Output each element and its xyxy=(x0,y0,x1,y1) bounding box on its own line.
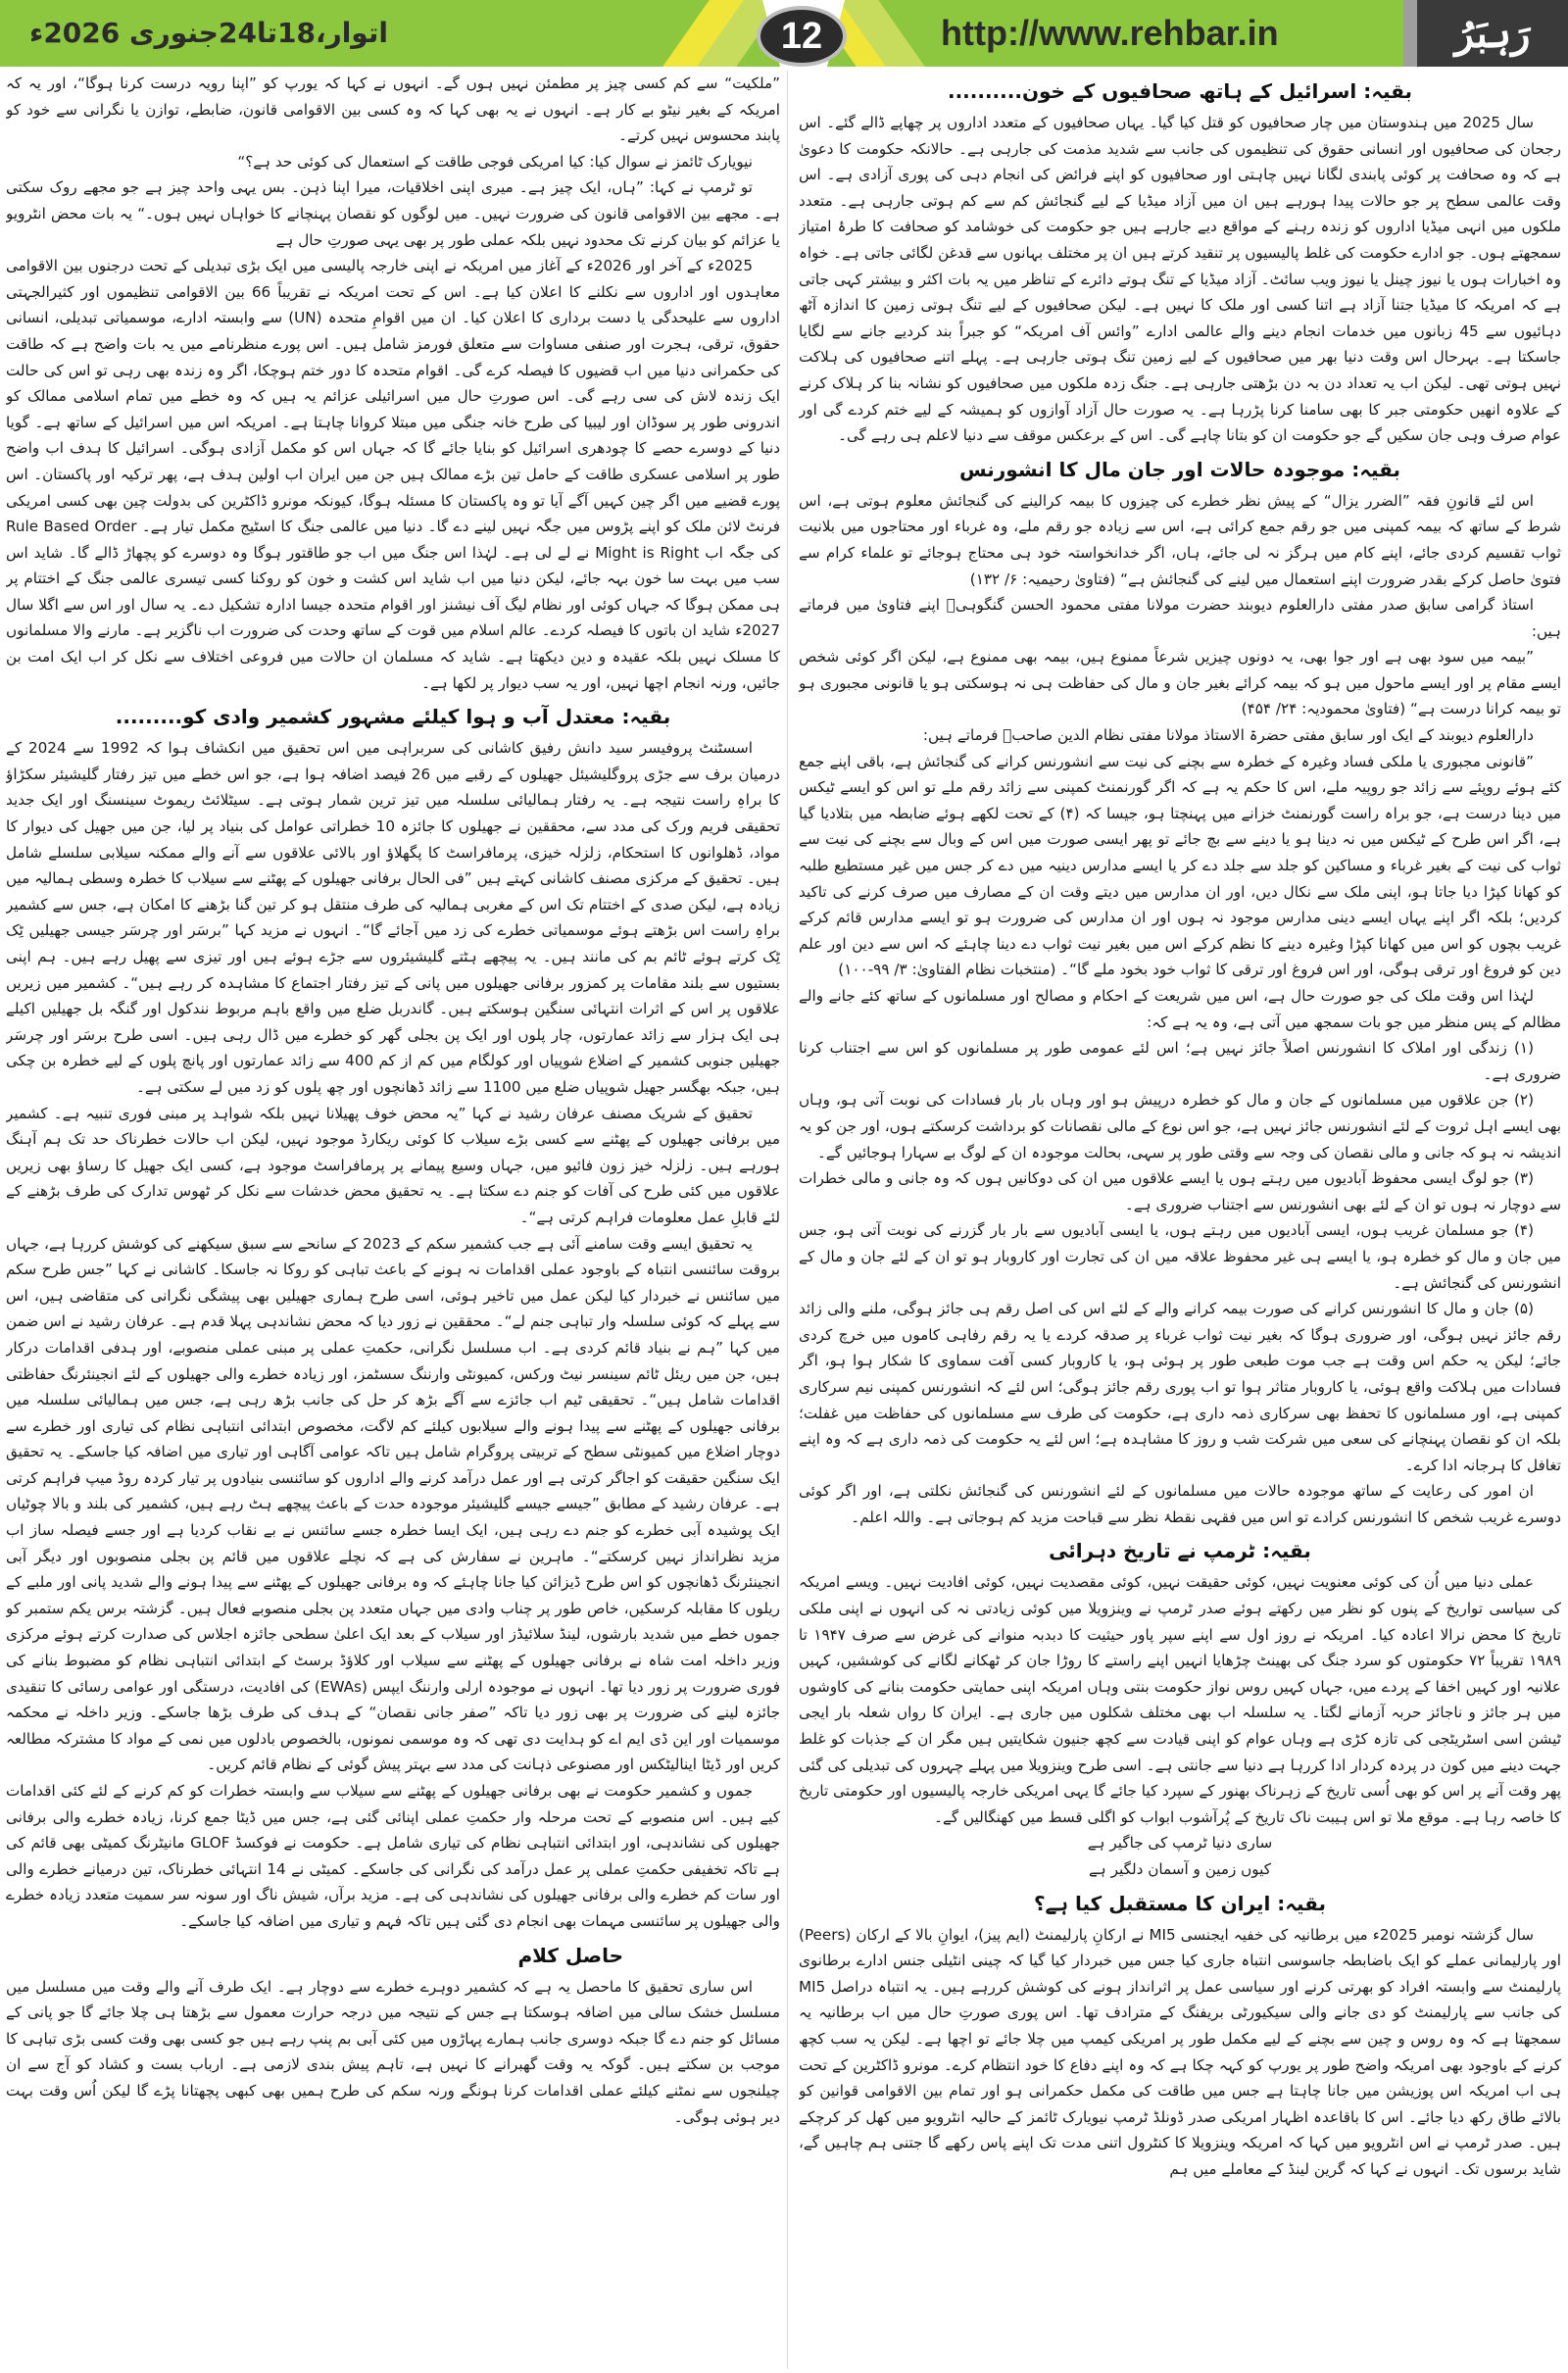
article-paragraph: ”بیمہ میں سود بھی ہے اور جوا بھی، یہ دونوں چیزیں شرعاً ممنوع ہیں، بیمہ بھی ممنوع ہے، لیکن اگر کوئی شخص ایسے مقام پر اور ایسے ماحول میں ہو کہ بیمہ کرائے بغیر جان و مال کی حفاظت ہی نہ ہوسکتی ہو یا قانونی مجبوری ہو تو بیمہ کرانا درست ہے“ (فتاویٰ محمودیہ: ۲۴/ ۴۵۴) xyxy=(799,648,1561,718)
article-heading: بقیہ: اسرائیل کے ہاتھ صحافیوں کے خون.......... xyxy=(947,79,1413,103)
article-heading: بقیہ: موجودہ حالات اور جان مال کا انشورنس xyxy=(958,457,1401,481)
article-paragraph: ”قانونی مجبوری یا ملکی فساد وغیرہ کے خطرہ سے بچنے کی نیت سے انشورنس کرانے کی گنجائش ہے، باقی اپنے جمع کئے ہوئے روپئے سے زائد جو روپیہ ملے، اس کا حکم یہ ہے کہ اگر گورنمنٹ کمپنی سے زائد رقم ملے تو اس کو ایسے ٹیکس میں دینا درست ہے، جو براہ راست گورنمنٹ خزانے میں پہنچتا ہو، جیسا کہ (۴) کے تحت لکھے ہوئے ضابطہ میں بتلادیا گیا ہے، اگر اس طرح کے ٹیکس میں نہ دینا ہو یا دینے سے بچ جائے تو پھر ایسی صورت میں اس کے وبال سے بچنے کی نیت سے ثواب کی نیت کے بغیر غرباء و مساکین کو جلد سے جلد دے کر یا ایسے مدارس دینیہ میں دے کر جس میں غیر مستطیع طلبہ کو کھانا کپڑا دیا جاتا ہو، اپنی ملک سے نکال دیں، اور ان مدارس میں دیتے وقت ان کے مصارف میں صرف کرنے کی تاکید کردیں؛ بلکہ اگر اپنے یہاں ایسے دینی مدارس موجود نہ ہوں اور ان مدارس کی ضرورت ہو تو ایسے مدارس قائم کرکے غریب بچوں کو اس میں کھانا کپڑا وغیرہ دینے کا نظم کرکے اس میں بغیر نیت ثواب دے دینا چاہئے کہ اس سے دین اور علم دین کو فروغ اور ترقی ہوگی، اور اس فروغ اور ترقی کا ثواب خود بخود ملے گا“۔ (منتخبات نظام الفتاویٰ: ۳/ ۹۹-۱۰۰) xyxy=(799,752,1561,979)
issue-date: اتوار،18تا24جنوری 2026ء xyxy=(29,17,388,49)
article-paragraph: عملی دنیا میں اُن کی کوئی معنویت نہیں، کوئی حقیقت نہیں، کوئی مقصدیت نہیں، کوئی افادیت نہیں۔ ویسے امریکہ کی سیاسی تواریخ کے پنوں کو نظر میں رکھتے ہوئے صدر ٹرمپ نے وینزویلا میں کوئی زیادتی نہ کی انہوں نے اپنی ملکی تاریخ کا محض نرالا اعادہ کیا۔ امریکہ نے روز اول سے اپنے سپر پاور حیثیت کا دبدبہ منوانے کی غرض سے صرف ۱۹۴۷ تا ۱۹۸۹ تقریباً ۷۲ حکومتوں کو سرد جنگ کی بھینٹ چڑھایا انہیں اپنے راستے کا روڑا جان کر ٹھکانے لگانے کی کوششیں، کہیں علانیہ اور کہیں اخفا کے پردے میں، جہاں کہیں روس نواز حکومت بنتی وہاں امریکہ اپنی حمایتی حکومت بنانے کی کاوشوں میں ہر جائز و ناجائز حربہ آزمانے لگتا۔ یہ سلسلہ اب بھی مختلف شکلوں میں جاری ہے۔ ایران کا رواں شعلہ بار ایجی ٹیشن اسی اسٹریٹجی کی تازہ کڑی ہے وہاں عوام کو اپنی قیادت سے کچھ جنیون شکایتیں ہیں مگر ان کے جذبات کو غلط جہت دینے میں کون در پردہ کردار ادا کررہا ہے دنیا سے جانتی ہے۔ اسی طرح وینزویلا میں پہلے چہروں کی تبدیلی کی گئی پھر وقت آنے پر اس کو بھی اُسی تاریخ کے زہرناک بھنور کے سپرد کیا جائے گا یہی امریکی خارجہ پالیسیوں اور حکومتی تاریخ کا خاصہ رہا ہے۔ موقع ملا تو اس ہیبت ناک تاریخ کے پُرآشوب ابواب کو اگلی قسط میں کھنگالیں گے۔ xyxy=(799,1573,1561,1826)
section-subheading: حاصل کلام xyxy=(517,1943,623,1967)
article-heading: بقیہ: معتدل آب و ہوا کیلئے مشہور کشمیر وادی کو......... xyxy=(115,705,671,729)
article-paragraph: سال گزشتہ نومبر 2025ء میں برطانیہ کی خفیہ ایجنسی MI5 نے ارکانِ پارلیمنٹ (ایم پیز)، ایوانِ بالا کے ارکان (Peers) اور پارلیمانی عملے کو ایک باضابطہ جاسوسی انتباہ جاری کیا جس میں خبردار کیا گیا کہ چینی انٹیلی جنس ادارے برطانوی پارلیمنٹ سے وابستہ افراد کو بھرتی کرنے اور سیاسی عمل پر اثرانداز ہونے کی کوشش کررہے ہیں۔ یہ انتباہ دراصل MI5 کی جانب سے پارلیمنٹ کو دی جانے والی سیکیورٹی بریفنگ کے مترادف تھا۔ اس پوری صورتِ حال میں اب برطانیہ یہ سمجھتا ہے کہ وہ روس و چین سے بچنے کے لیے مکمل طور پر امریکی کیمپ میں چلا جائے تو اچھا ہے۔ لیکن یہ سب کچھ کرنے کے باوجود بھی امریکہ واضح طور پر یورپ کو کہہ چکا ہے کہ وہ اپنے دفاع کا خود انتظام کرے۔ مونرو ڈاکٹرین کے تحت ہی اب امریکہ اس پوزیشن میں جانا چاہتا ہے جس میں طاقت کی مکمل حکمرانی ہو اور تمام بین الاقوامی قوانین کو بالائے طاق رکھ دیا جائے۔ اس کا باقاعدہ اظہار امریکی صدر ڈونلڈ ٹرمپ نیویارک ٹائمز کے حالیہ انٹرویو میں کھل کر کرچکے ہیں۔ صدر ٹرمپ نے اس انٹرویو میں کہا کہ امریکہ وینزویلا کا کنٹرول اتنی مدت تک اپنے پاس رکھے گا جتنی ہم چاہیں گے، شاید برسوں تک۔ انہوں نے کہا کہ گرین لینڈ کے معاملے میں ہم xyxy=(799,1925,1561,2178)
logo-divider xyxy=(1403,0,1417,67)
article-trump-history xyxy=(799,1536,1561,1882)
article-paragraph: ”ملکیت“ سے کم کسی چیز پر مطمئن نہیں ہوں گے۔ انہوں نے کہا کہ یورپ کو ”اپنا رویہ درست کرنا ہوگا“، اور یہ کہ امریکہ کے بغیر نیٹو بے کار ہے۔ انہوں نے یہ بھی کہا کہ وہ کسی بین الاقوامی قانون، ضابطے، توازن یا نگرانی سے خود کو پابند محسوس نہیں کرتے۔ xyxy=(6,74,780,145)
article-paragraph: یہ تحقیق ایسے وقت سامنے آئی ہے جب کشمیر سکم کے 2023 کے سانحے سے سبق سیکھنے کی کوشش کررہا ہے، جہاں بروقت سائنسی انتباہ کے باوجود عملی اقدامات نہ ہونے کے باعث تباہی کو روکا نہ جاسکا۔ کاشانی نے کہا ”جس طرح سکم میں سائنس نے خبردار کیا لیکن عمل میں تاخیر ہوئی، اسی طرح ہماری جھیلیں بھی پیشگی نگرانی کی متقاضی ہیں، اس سے پہلے کہ کوئی سلسلہ وار تباہی جنم لے“۔ محققین نے زور دیا کہ محض نشاندہی پہلا قدم ہے۔ عرفان رشید نے اس ضمن میں کہا ”ہم نے بنیاد قائم کردی ہے۔ اب مسلسل نگرانی، حکمتِ عملی پر مبنی عملی منصوبے، اور ہدفی اقدامات درکار ہیں، جن میں ریئل ٹائم سینسر نیٹ ورکس، کمیونٹی وارننگ سسٹمز، اور زیادہ خطرے والی جھیلوں کے لئے انجینئرنگ حفاظتی اقدامات شامل ہیں“۔ تحقیقی ٹیم اب جائزے سے آگے بڑھ کر حل کی جانب بڑھ رہی ہے، جس میں ہمالیائی سلسلہ میں برفانی جھیلوں کے پھٹنے سے پیدا ہونے والے سیلابوں کیلئے کم لاگت، مخصوص ابتدائی انتباہی نظام کی تیاری اور خطرے سے دوچار اضلاع میں کمیونٹی سطح کے تربیتی پروگرام شامل ہیں تاکہ عوامی آگاہی اور تیاری میں اضافہ کیا جاسکے۔ یہ تحقیق ایک سنگین حقیقت کو اجاگر کرتی ہے اور عمل درآمد کرنے والے اداروں کو سائنسی بنیادوں پر تیار کردہ روڈ میپ فراہم کرتی ہے۔ عرفان رشید کے مطابق ”جیسے جیسے گلیشیئر موجودہ حدت کے باعث پیچھے ہٹ رہے ہیں، کشمیر کی بلند و بالا چوٹیاں ایک پوشیدہ آبی خطرے کو جنم دے رہی ہیں، ایک ایسا خطرہ جسے سائنس نے بے نقاب کردیا ہے اور جسے فیصلہ ساز اب مزید نظرانداز نہیں کرسکتے“۔ ماہرین نے سفارش کی ہے کہ نچلے علاقوں میں قائم پن بجلی منصوبوں اور دیگر آبی انجینئرنگ ڈھانچوں کو اس طرح ڈیزائن کیا جانا چاہئے کہ وہ برفانی جھیلوں کے پھٹنے سے پیدا ہونے والے شدید پانی اور ملبے کے ریلوں کا مقابلہ کرسکیں، خاص طور پر چناب وادی میں جہاں متعدد پن بجلی منصوبے فعال ہیں۔ گزشتہ برس یکم ستمبر کو جموں خطے میں شدید بارشوں، لینڈ سلائیڈز اور سیلاب کے بعد ایک اعلیٰ سطحی جائزہ اجلاس کی صدارت کرتے ہوئے مرکزی وزیر داخلہ امت شاہ نے برفانی جھیلوں کے پھٹنے سے سیلاب اور کلاؤڈ برسٹ کے ابتدائی انتباہی نظام کو مضبوط بنانے کی فوری ضرورت پر زور دیا تھا۔ انہوں نے موجودہ ارلی وارننگ ایپس (EWAs) کی افادیت، درستگی اور عوامی رسائی کا تنقیدی جائزہ لینے کی ضرورت پر بھی زور دیا تاکہ ”صفر جانی نقصان“ کے ہدف کی طرف بڑھا جاسکے۔ وزیر داخلہ نے محکمہ موسمیات اور این ڈی ایم اے کو ہدایت دی تھی کہ وہ موسمی نمونوں، بالخصوص بادلوں میں نمی کے مواد کا مشترکہ مطالعہ کریں اور ڈیٹا اینالیٹکس اور مصنوعی ذہانت کی مدد سے بہتر پیش گوئی کے نظام قائم کریں۔ xyxy=(6,1234,780,1774)
article-paragraph: اس لئے قانونِ فقہ ”الضرر یزال“ کے پیش نظر خطرے کی چیزوں کا بیمہ کرالینے کی گنجائش معلوم ہوتی ہے، اس شرط کے ساتھ کہ بیمہ کمپنی میں جو رقم جمع کرائی ہے، اس سے زیادہ جو رقم ملے، وہ غرباء اور محتاجوں میں بلانیت ثواب تقسیم کردی جائے، اپنے کام میں ہرگز نہ لی جائے، ہاں، اگر خدانخواستہ خود ہی محتاج ہوجائے تو علماء کرام سے فتویٰ حاصل کرکے بقدر ضرورت اپنے استعمال میں لینے کی گنجائش ہے“ (فتاویٰ رحیمیہ: ۶/ ۱۳۲) xyxy=(799,491,1561,588)
article-paragraph: (۳) جو لوگ ایسی محفوظ آبادیوں میں رہتے ہوں یا ایسے علاقوں میں ان کی دوکانیں ہوں کہ وہ جانی و مالی خطرات سے دوچار نہ ہوں تو ان کے لئے بھی انشورنس سے اجتناب ضروری ہے۔ xyxy=(799,1169,1561,1213)
newspaper-logo: رَہبَرُ xyxy=(1417,0,1568,67)
article-continuation xyxy=(6,71,780,696)
article-israel-journalists xyxy=(799,76,1561,449)
article-paragraph: 2025ء کے آخر اور 2026ء کے آغاز میں امریکہ نے اپنی خارجہ پالیسی میں ایک بڑی تبدیلی کے تحت درجنوں بین الاقوامی معاہدوں اور اداروں سے نکلنے کا اعلان کیا ہے۔ اس کے تحت امریکہ نے تقریباً 66 بین الاقوامی تنظیموں اور کثیرالجہتی اداروں سے علیحدگی یا دست برداری کا اعلان کیا۔ ان میں اقوامِ متحدہ (UN) سے وابستہ ادارے، موسمیاتی تبدیلی، انسانی حقوق، ترقی، ہجرت اور صنفی مساوات سے متعلق فورمز شامل ہیں۔ اس پورے منظرنامے میں یہ بات واضح ہے کہ طاقت کی حکمرانی دنیا میں اب قضیوں کا فیصلہ کرے گی۔ اقوام متحدہ کا دور ختم ہوچکا، اگر وہ زندہ بھی رہی تو اس کی حالت ایک زندہ لاش کی سی رہے گی۔ اس صورتِ حال میں اسرائیلی عزائم یہ ہیں کہ وہ خطے میں تمام اسلامی ممالک کو اندرونی طور پر سوڈان اور لیبیا کی طرح خانہ جنگی میں مبتلا کروانا چاہتا ہے۔ امریکہ اس میں اسرائیل کے ساتھ ہے۔ گویا دنیا کے دوسرے حصے کا چودھری اسرائیل کو بنایا جائے گا کہ جہاں اس کو مکمل آزادی ہوگی۔ اسرائیل کا ہدف اب واضح طور پر اسلامی عسکری طاقت کے حامل تین بڑے ممالک ہیں جن میں ایران اب اولین ہدف ہے، پھر ترکیہ اور پاکستان۔ اس پورے قضیے میں اگر چین کہیں آگے آیا تو وہ پاکستان کا مسئلہ ہوگا، کیونکہ مونرو ڈاکٹرین کی بدولت چین بھی کسی امریکی فرنٹ لائن ملک کو اپنے پڑوس میں جگہ نہیں لینے دے گا۔ دنیا میں عالمی جنگ کا اسٹیج مکمل تیار ہے۔ Rule Based Order کی جگہ اب Might is Right نے لے لی ہے۔ لہٰذا اس جنگ میں اب جو طاقتور ہوگا وہ دوسرے کو پچھاڑ ڈالے گا۔ شاید اس سب میں بہت سا خون بہہ جائے، لیکن دنیا میں اب شاید اس کشت و خون کو روکنا کسی تیسری عالمی جنگ کے اختتام پر ہی ممکن ہوگا کہ جہاں کوئی اور نظام لیگ آف نیشنز اور اقوام متحدہ جیسا ادارہ تشکیل دے۔ یہ سال اور اس سے اگلا سال 2027ء شاید ان باتوں کا فیصلہ کردے۔ عالم اسلام میں قوت کے ساتھ وحدت کی ضرورت اب ناگزیر ہے۔ مارنے والا مسلمانوں کا مسلک نہیں بلکہ عقیدہ و دین دیکھتا ہے۔ شاید کہ مسلمان ان حالات میں فروعی اختلاف سے نکل کر اب ایک امت بن جائیں، ورنہ انجام اچھا نہیں، اور یہ سب دیوار پر لکھا ہے۔ xyxy=(6,257,780,692)
article-conclusion xyxy=(6,1941,780,2131)
article-paragraph: استاذ گرامی سابق صدر مفتی دارالعلوم دیوبند حضرت مولانا مفتی محمود الحسن گنگوہیؒ اپنے فتاویٰ میں فرماتے ہیں: xyxy=(799,596,1561,640)
article-paragraph: لہٰذا اس وقت ملک کی جو صورت حال ہے، اس میں شریعت کے احکام و مصالح اور مسلمانوں کے ساتھ کئے جانے والے مظالم کے پس منظر میں جو بات سمجھ میں آتی ہے، وہ یہ ہے کہ: xyxy=(799,987,1561,1031)
article-paragraph: تحقیق کے شریک مصنف عرفان رشید نے کہا ”یہ محض خوف پھیلانا نہیں بلکہ شواہد پر مبنی فوری تنبیہ ہے۔ کشمیر میں برفانی جھیلوں کے پھٹنے سے کسی بڑے سیلاب کا کوئی ریکارڈ موجود نہیں، لیکن اب حالات خطرناک حد تک ہم آہنگ ہورہے ہیں۔ زلزلہ خیز زون فائیو میں، جہاں وسیع پیمانے پر پرمافراسٹ موجود ہے، کسی ایک جھیل کا رساؤ بھی زیریں علاقوں میں کئی طرح کی آفات کو جنم دے سکتا ہے۔ یہ تحقیق محض خدشات سے نکل کر ٹھوس تدارک کی طرف بڑھنے کے لئے قابلِ عمل معلومات فراہم کرتی ہے“۔ xyxy=(6,1104,780,1226)
left-column xyxy=(6,71,780,2369)
article-paragraph: تو ٹرمپ نے کہا: ”ہاں، ایک چیز ہے۔ میری اپنی اخلاقیات، میرا اپنا ذہن۔ بس یہی واحد چیز ہے جو مجھے روک سکتی ہے۔ مجھے بین الاقوامی قانون کی ضرورت نہیں۔ میں لوگوں کو نقصان پہنچانے کا خواہاں نہیں ہوں۔“ یہ بات محض انٹرویو یا عزائم کو بیان کرنے تک محدود نہیں بلکہ عملی طور پر بھی یہی صورتِ حال ہے xyxy=(6,178,780,249)
article-paragraph: (۴) جو مسلمان غریب ہوں، ایسی آبادیوں میں رہتے ہوں، یا ایسی آبادیوں سے بار بار گزرنے کی نوبت آتی ہو، جس میں جان و مال کو خطرہ ہو، یا ایسے ہی غیر محفوظ علاقہ میں ان کی تجارت اور کاروبار ہو تو ان کے لئے جان و مال کے انشورنس کی گنجائش ہے۔ xyxy=(799,1221,1561,1292)
article-paragraph: (۵) جان و مال کا انشورنس کرانے کی صورت بیمہ کرانے والے کے لئے اس کی اصل رقم ہی جائز ہوگی، ملنے والی زائد رقم جائز نہیں ہوگی، اور ضروری ہوگا کہ بغیر نیت ثواب غرباء پر صدقہ کردے یا یہ رقم رفاہی کاموں میں خرچ کردی جائے؛ لیکن یہ حکم اس وقت ہے جب موت طبعی طور پر ہوئی ہو، یا کاروبار کسی آفت سماوی کا شکار ہوا ہو، اگر فسادات میں ہلاکت واقع ہوئی، یا کاروبار متاثر ہوا تو اب پوری رقم جائز ہوگی؛ اس لئے کہ انشورنس کمپنی نیم سرکاری کمپنی ہے، اور مسلمانوں کا تحفظ بھی سرکاری ذمہ داری ہے، حکومت کی طرف سے مسلمانوں کی حفاظت میں غفلت؛ بلکہ ان کو نقصان پہنچانے کی سعی میں شرکت شب و روز کا مشاہدہ ہے؛ اس لئے یہ حکومت کی ذمہ داری ہے کہ وہ اپنے تغافل کا ہرجانہ ادا کرے۔ xyxy=(799,1300,1561,1474)
article-paragraph: نیویارک ٹائمز نے سوال کیا: کیا امریکی فوجی طاقت کے استعمال کی کوئی حد ہے؟“ xyxy=(237,152,753,171)
masthead-band xyxy=(0,0,1568,67)
column-divider xyxy=(787,71,788,2369)
verse-line: ساری دنیا ٹرمپ کی جاگیر ہے xyxy=(1087,1834,1273,1853)
article-heading: بقیہ: ٹرمپ نے تاریخ دہرائی xyxy=(1049,1539,1311,1563)
article-paragraph: جموں و کشمیر حکومت نے بھی برفانی جھیلوں کے پھٹنے سے سیلاب سے وابستہ خطرات کو کم کرنے کے لئے کئی اقدامات کیے ہیں۔ اس منصوبے کے تحت مرحلہ وار حکمتِ عملی اپنائی گئی ہے، جس میں ڈیٹا جمع کرنا، زیادہ خطرے والی برفانی جھیلوں کی نشاندہی، اور ابتدائی انتباہی نظام کی تیاری شامل ہے۔ حکومت نے فوکسڈ GLOF مانیٹرنگ کمیٹی بھی قائم کی ہے تاکہ تخفیفی حکمتِ عملی پر عمل درآمد کی نگرانی کی جاسکے۔ کمیٹی نے 14 انتہائی خطرناک، تین درمیانے خطرے والی اور سات کم خطرے والی برفانی جھیلوں کی نشاندہی کی ہے۔ مزید برآں، شیش ناگ اور سونہ سر سمیت متعدد زیادہ خطرے والی جھیلوں پر سائنسی مہمات بھی انجام دی گئی ہیں تاکہ فہم و تیاری میں اضافہ کیا جاسکے۔ xyxy=(6,1782,780,1930)
article-paragraph: سال 2025 میں ہندوستان میں چار صحافیوں کو قتل کیا گیا۔ یہاں صحافیوں کے متعدد اداروں پر چھاپے ڈالے گئے۔ اس رجحان کی صحافیوں اور انسانی حقوق کی تنظیموں کی جانب سے شدید مذمت کی جارہی ہے۔ حالانکہ حکومت کا دعویٰ ہے کہ وہ صحافت پر کوئی پابندی لگانا نہیں چاہتی اور صحافیوں کو اپنے فرائض کی انجام دہی کی پوری آزادی ہے۔ اس وقت عالمی سطح پر جو حالات پیدا ہورہے ہیں ان میں آزاد میڈیا کے لیے گنجائش کم سے کم ہوتی جارہی ہے۔ متعدد ملکوں میں انہی میڈیا اداروں کو زندہ رہنے کے مواقع دیے جارہے ہیں جو حکومت کی خوشامد کو صحافت کا طرۂ امتیاز سمجھتے ہوں۔ جو ادارے حکومت کی غلط پالیسیوں پر تنقید کرتے ہیں ان پر مختلف بہانوں سے قدغن لگائی جاتی ہے۔ خواہ وہ اخبارات ہوں یا نیوز چینل یا نیوز ویب سائٹ۔ آزاد میڈیا کے تنگ ہوتے دائرے کے تناظر میں یہ بات اکثر و بیشتر کہی جاتی ہے کہ امریکہ کا میڈیا جتنا آزاد ہے اتنا کسی اور ملک کا نہیں ہے۔ لیکن صحافیوں کے لیے تنگ ہوتی زمین کا اندازہ آٹھ دہائیوں سے 45 زبانوں میں خدمات انجام دینے والے عالمی ادارے ”وائس آف امریکہ“ کو جبراً بند کردیے جانے سے لگایا جاسکتا ہے۔ بہرحال اس وقت دنیا بھر میں صحافیوں کے لیے زمین تنگ ہوتی جارہی ہے۔ پہلے اتنے صحافیوں کی ہلاکت نہیں ہوتی تھی۔ لیکن اب یہ تعداد دن بہ دن بڑھتی جارہی ہے۔ جنگ زدہ ملکوں میں صحافیوں کو نشانہ بنا کر ہلاک کرنے کے علاوہ انھیں حکومتی جبر کا بھی سامنا کرنا پڑرہا ہے۔ یہ صورت حال آزاد آوازوں کو ہمیشہ کے لیے ختم کردے گی اور عوام صرف وہی جان سکیں گے جو حکومت ان کو بتانا چاہے گی۔ اس کے برعکس موقف سے دنیا لاعلم ہی رہے گی۔ xyxy=(799,114,1561,445)
right-column xyxy=(799,71,1561,2369)
article-paragraph: (۲) جن علاقوں میں مسلمانوں کے جان و مال کو خطرہ درپیش ہو اور وہاں بار بار فسادات کی نوبت آتی ہو، وہاں بھی ایسے اہل ثروت کے لئے انشورنس جائز نہیں ہے، جو اس نوع کے مالی نقصانات کو برداشت کرسکتے ہوں، اور جن کو یہ اندیشہ نہ ہو کہ جانی و مالی نقصان کی وجہ سے وقتی طور پر سہی، بحالت موجودہ ان کے لوگ بے سہارا ہوجائیں گے۔ xyxy=(799,1091,1561,1162)
article-heading: بقیہ: ایران کا مستقبل کیا ہے؟ xyxy=(1033,1891,1327,1915)
page-number-badge: 12 xyxy=(757,6,847,67)
website-link[interactable]: http://www.rehbar.in xyxy=(941,13,1279,53)
article-insurance xyxy=(799,455,1561,1531)
article-iran-future xyxy=(799,1889,1561,2183)
article-kashmir-valley xyxy=(6,702,780,1934)
article-paragraph: ان امور کی رعایت کے ساتھ موجودہ حالات میں مسلمانوں کے لئے انشورنس کی گنجائش نکلتی ہے، اور اگر کوئی دوسرے غریب شخص کا انشورنس کرادے تو اس میں فقہی نقطۂ نظر سے قباحت مزید کم ہوجاتی ہے۔ واللہ اعلم۔ xyxy=(799,1482,1561,1526)
verse-line: کیوں زمین و آسمان دلگیر ہے xyxy=(1089,1860,1271,1878)
article-paragraph: اس ساری تحقیق کا ماحصل یہ ہے کہ کشمیر دوہرے خطرے سے دوچار ہے۔ ایک طرف آنے والے وقت میں مسلسل میں مسلسل خشک سالی میں اضافہ ہوسکتا ہے جس کے نتیجہ میں درجہ حرارت معمول سے بڑھتا ہی چلا جائے گا جو پانی کے مسائل کو جنم دے گا جبکہ دوسری جانب ہمارے پہاڑوں میں کئی آبی بم پنپ رہے ہیں جو کسی بھی وقت کسی بڑی تباہی کا موجب بن سکتے ہیں۔ گوکہ یہ وقت گھبرانے کا نہیں ہے، تاہم پیش بندی لازمی ہے۔ ارباب بست و کشاد کو آج سے ان چیلنجوں سے نمٹنے کیلئے عملی اقدامات کرنا ہونگے ورنہ سکم کی طرح ہمیں بھی کبھی پچھتانا پڑے گا لیکن اُس وقت بہت دیر ہوئی ہوگی۔ xyxy=(6,1977,780,2126)
article-paragraph: دارالعلوم دیوبند کے ایک اور سابق مفتی حضرۃ الاستاذ مولانا مفتی نظام الدین صاحبؒ فرماتے ہیں: xyxy=(922,726,1534,745)
article-paragraph: (۱) زندگی اور املاک کا انشورنس اصلاً جائز نہیں ہے؛ اس لئے عمومی طور پر مسلمانوں کو اس سے اجتناب کرنا ضروری ہے۔ xyxy=(799,1039,1561,1083)
article-paragraph: اسسٹنٹ پروفیسر سید دانش رفیق کاشانی کی سربراہی میں اس تحقیق میں انکشاف ہوا کہ 1992 سے 2024 کے درمیان برف سے جڑی پروگلیشیئل جھیلوں کے رقبے میں 26 فیصد اضافہ ہوا ہے، جو اس خطے میں تیز رفتار گلیشیئر سکڑاؤ کا براہِ راست نتیجہ ہے۔ یہ رفتار ہمالیائی سلسلہ میں تیز ترین شمار ہوتی ہے۔ سیٹلائٹ ریموٹ سینسنگ اور ایک جدید تحقیقی فریم ورک کی مدد سے، محققین نے جھیلوں کا جائزہ 10 خطراتی عوامل کی بنیاد پر لیا، جن میں جھیل کی دیوار کا مواد، ڈھلوانوں کا استحکام، زلزلہ خیزی، پرمافراسٹ کا پگھلاؤ اور بالائی علاقوں سے آنے والے ممکنہ سیلابی سلسلے شامل ہیں۔ تحقیق کے مرکزی مصنف کاشانی کہتے ہیں ”فی الحال برفانی جھیلوں کے پھٹنے سے سیلاب کا خطرہ وسطی ہمالیہ میں زیادہ ہے، لیکن صدی کے اختتام تک اس کے مغربی ہمالیہ کی طرف منتقل ہو کر تین گنا بڑھنے کا امکان ہے، جس سے کشمیر براہِ راست اس بڑھتے ہوئے موسمیاتی خطرے کی زد میں آجائے گا“۔ انہوں نے مزید کہا ”برسَر اور چرسَر جیسی جھیلیں ٹِک ٹِک کرتے ہوئے ٹائم بم کی مانند ہیں۔ یہ پیچھے ہٹتے گلیشیئروں سے جڑے ہوئے ہیں اور تیزی سے پھیل رہے ہیں۔ ہم اپنی بستیوں سے بلند مقامات پر کمزور برفانی جھیلوں میں پانی کے تیز رفتار اجتماع کا مشاہدہ کر رہے ہیں“۔ کشمیر میں زیریں علاقوں پر اس کے اثرات انتہائی سنگین ہوسکتے ہیں۔ گاندربل ضلع میں واقع باہم مربوط نندکول اور گنگہ بل جھیلیں اکیلے ہی ایک ہزار سے زائد عمارتوں، چار پلوں اور ایک پن بجلی گھر کو خطرے میں ڈال رہی ہیں۔ اسی طرح برسَر اور چرسَر جھیلیں جنوبی کشمیر کے اضلاع شوپیاں اور کولگام میں کم از کم 400 سے زائد عمارتوں اور پانچ پلوں کے لیے خطرہ بن چکی ہیں، جبکہ بھگسر جھیل شوپیاں ضلع میں 1100 سے زائد ڈھانچوں اور چھ پلوں کو زد میں لے سکتی ہے۔ xyxy=(6,739,780,1096)
